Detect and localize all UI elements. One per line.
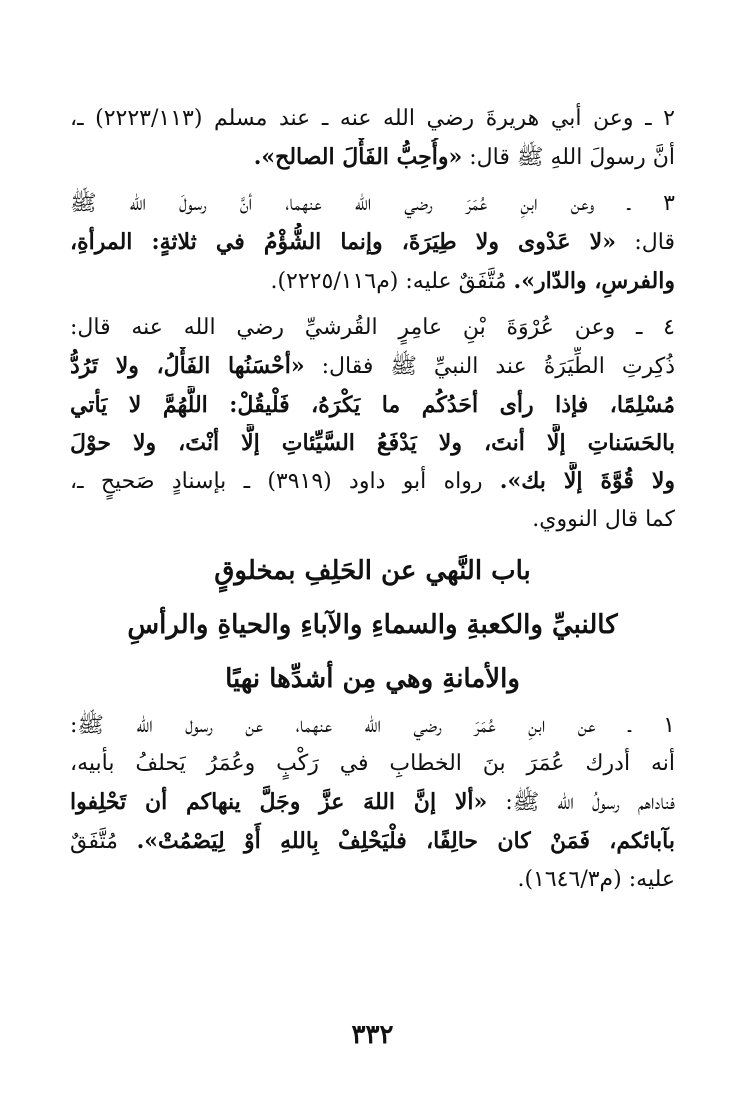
hadith-quote: «ألا إنَّ اللهَ عزَّ وجَلَّ ينهاكم أن تَحْلِفوا	[70, 789, 488, 815]
chapter-title-line: باب النَّهي عن الحَلِفِ بمخلوقٍ	[214, 556, 531, 586]
text-segment: كما قال النووي.	[532, 507, 675, 532]
hadith-4	[70, 309, 675, 539]
text-line	[70, 138, 675, 177]
text-line	[70, 861, 675, 899]
text-segment: ٣ ـ وعن ابنِ عُمَرَ رضي الله عنهما، أنَّ رسولَ الله ﷺ	[70, 191, 675, 216]
hadith-quote: مُسْلِمًا، فإذا رأى أحَدُكُم ما يَكْرَهُ، فَلْيقُلْ: اللَّهُمَّ لا يَأتي	[70, 392, 675, 418]
hadith-quote: بالحَسَناتِ إلَّا أنتَ، ولا يَدْفَعُ السَّيِّئاتِ إلَّا أنْتَ، ولا حوْلَ	[70, 430, 675, 456]
hadith-quote: «وأُحِبُّ الفَأْلَ الصالح».	[253, 144, 463, 170]
text-line	[70, 501, 675, 539]
chapter-title-line: والأمانةِ وهي مِن أشدِّها نهيًا	[225, 664, 520, 694]
text-line	[70, 424, 675, 462]
text-segment: ذُكِرتِ الطِّيَرَةُ عند النبيِّ ﷺ فقال:	[304, 354, 675, 379]
text-segment: أنَّ رسولَ اللهِ ﷺ قال:	[462, 145, 675, 170]
text-segment: ٢ ـ وعن أبي هريرةَ رضي الله عنه ـ عند مسلم (٢٢٢٣/١١٣) ـ،	[70, 106, 675, 131]
hadith-quote: بآبائكم، فَمَنْ كان حالِفًا، فلْيَحْلِفْ بِاللهِ أَوْ لِيَصْمُتْ».	[136, 828, 675, 854]
text-line	[70, 822, 675, 861]
text-segment: قال:	[615, 230, 675, 255]
text-segment: ٤ ـ وعن عُرْوَةَ بْنِ عامِرٍ القُرشيِّ رضي الله عنه قال:	[70, 315, 675, 340]
citation: مُتَّفَقٌ	[70, 829, 137, 854]
text-line	[70, 262, 675, 301]
text-segment: فناداهم رسولُ الله ﷺ:	[487, 790, 675, 815]
text-line	[70, 707, 675, 745]
chapter-heading	[70, 549, 675, 701]
hadith-1	[70, 707, 675, 899]
text-line	[70, 223, 675, 262]
text-line	[70, 309, 675, 347]
hadith-3	[70, 185, 675, 301]
chapter-title-line: كالنبيِّ والكعبةِ والسماءِ والآباءِ والحياةِ والرأسِ	[127, 610, 618, 640]
hadith-2	[70, 100, 675, 177]
hadith-quote: والفرسِ، والدّار».	[513, 268, 675, 294]
text-line	[70, 783, 675, 822]
text-line	[70, 462, 675, 501]
text-segment: أنه أدرك عُمَرَ بنَ الخطابِ في رَكْبٍ وعُمَرُ يَحلفُ بأبيه،	[70, 751, 675, 776]
hadith-quote: «أحْسَنُها الفَأْلُ، ولا تَرُدُّ	[70, 353, 305, 379]
citation: رواه أبو داود (٣٩١٩) ـ بإسنادٍ صَحيحٍ ـ،	[70, 469, 500, 494]
text-line	[70, 100, 675, 138]
page-number: ٣٣٢	[351, 1020, 394, 1050]
hadith-quote: ولا قُوَّةَ إلَّا بك».	[499, 468, 675, 494]
text-line	[70, 185, 675, 223]
citation: عليه: (م١٦٤٦/٣).	[517, 867, 675, 892]
text-line	[70, 347, 675, 386]
hadith-quote: «لا عَدْوى ولا طِيَرَةَ، وإنما الشُّؤْمُ في ثلاثةٍ: المرأةِ،	[70, 229, 616, 255]
text-line	[70, 745, 675, 783]
text-segment: ١ ـ عن ابنِ عُمَرَ رضي الله عنهما، عن رسول الله ﷺ:	[70, 713, 675, 738]
text-line	[70, 386, 675, 424]
citation: مُتَّفَقٌ عليه: (م٢٢٢٥/١١٦).	[270, 269, 514, 294]
